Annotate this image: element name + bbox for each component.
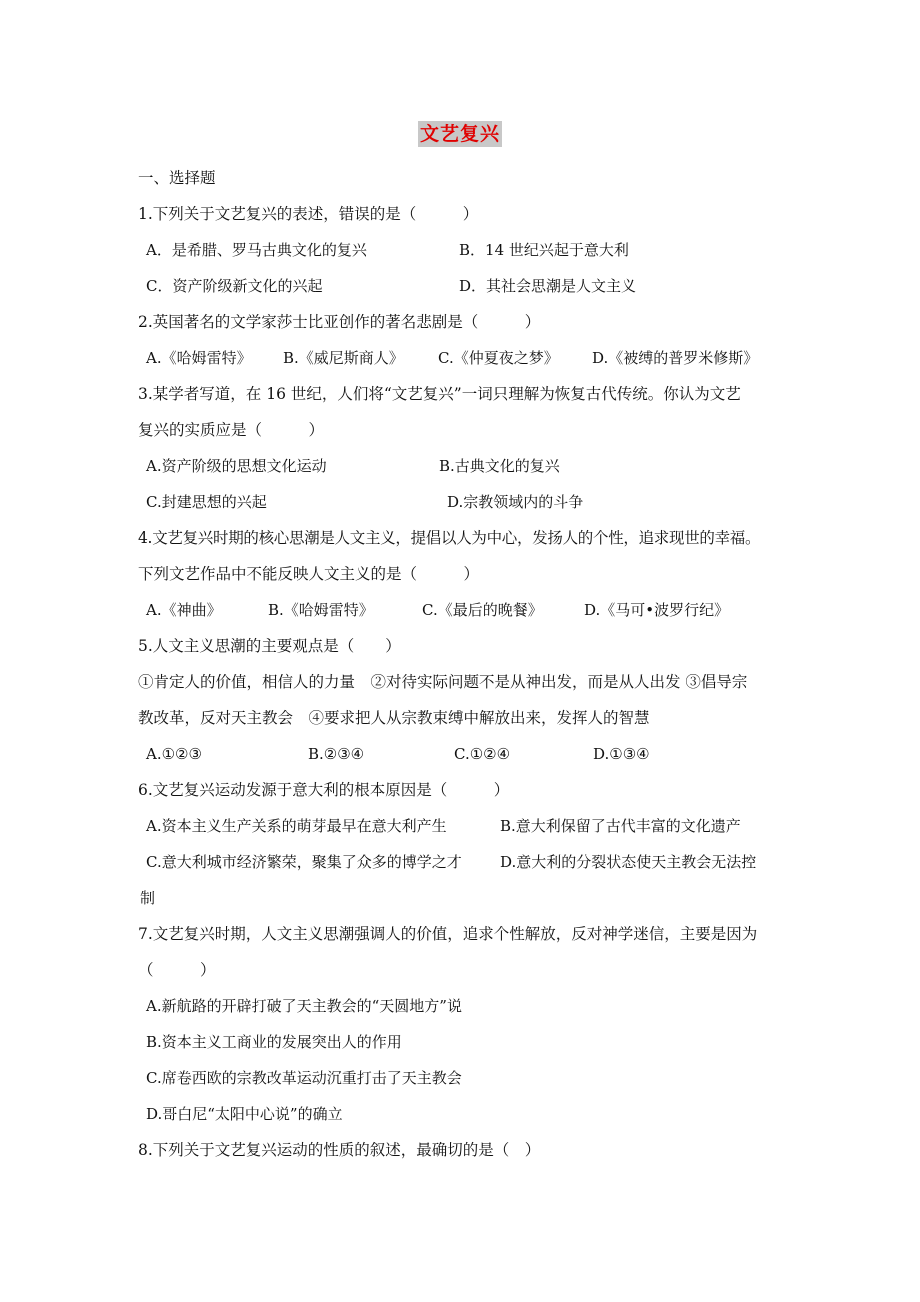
question-5-statements-line-2: 教改革，反对天主教会 ④要求把人从宗教束缚中解放出来，发挥人的智慧 [138,709,650,727]
question-6-option-b: B.意大利保留了古代丰富的文化遗产 [500,817,741,835]
question-2-option-c: C.《仲夏夜之梦》 [438,349,559,367]
question-6-option-c: C.意大利城市经济繁荣，聚集了众多的博学之才 [146,853,462,871]
question-4-option-b: B.《哈姆雷特》 [268,601,374,619]
question-2-option-a: A.《哈姆雷特》 [146,349,252,367]
question-7-stem-line-2: （ ） [138,961,216,979]
question-5-option-b: B.②③④ [308,745,365,763]
question-4-option-c: C.《最后的晚餐》 [422,601,543,619]
question-6-stem: 6.文艺复兴运动发源于意大利的根本原因是（ ） [138,781,510,799]
section-heading: 一、选择题 [138,169,216,187]
question-3-option-b: B.古典文化的复兴 [439,457,560,475]
question-1-stem: 1.下列关于文艺复兴的表述，错误的是（ ） [138,205,479,223]
question-5-statements-line-1: ①肯定人的价值，相信人的力量 ②对待实际问题不是从神出发，而是从人出发 ③倡导宗 [138,673,748,691]
question-6-option-a: A.资本主义生产关系的萌芽最早在意大利产生 [146,817,447,835]
question-4-option-a: A.《神曲》 [146,601,222,619]
question-2-option-b: B.《威尼斯商人》 [283,349,404,367]
question-1-option-c: C．资产阶级新文化的兴起 [146,277,323,295]
question-4-option-d: D.《马可•波罗行纪》 [584,601,730,619]
title-container [0,121,920,147]
question-3-option-c: C.封建思想的兴起 [146,493,267,511]
question-3-option-a: A.资产阶级的思想文化运动 [146,457,327,475]
question-5-option-a: A.①②③ [146,745,202,763]
question-6-option-d-line-1: D.意大利的分裂状态使天主教会无法控 [500,853,757,871]
question-1-option-b: B．14 世纪兴起于意大利 [459,241,629,259]
question-3-stem-line-1: 3.某学者写道，在 16 世纪，人们将“文艺复兴”一词只理解为恢复古代传统。你认为文艺 [138,385,741,403]
question-5-option-d: D.①③④ [593,745,650,763]
question-4-stem-line-2: 下列文艺作品中不能反映人文主义的是（ ） [138,565,480,583]
question-7-stem-line-1: 7.文艺复兴时期，人文主义思潮强调人的价值，追求个性解放，反对神学迷信，主要是因为 [138,925,758,943]
question-7-option-a: A.新航路的开辟打破了天主教会的“天圆地方”说 [146,997,462,1015]
question-7-option-c: C.席卷西欧的宗教改革运动沉重打击了天主教会 [146,1069,462,1087]
question-1-option-a: A．是希腊、罗马古典文化的复兴 [146,241,367,259]
question-1-option-d: D．其社会思潮是人文主义 [459,277,637,295]
page-title: 文艺复兴 [419,123,500,145]
question-2-option-d: D.《被缚的普罗米修斯》 [592,349,759,367]
question-3-option-d: D.宗教领域内的斗争 [447,493,584,511]
question-6-option-d-line-2: 制 [140,889,156,907]
question-2-stem: 2.英国著名的文学家莎士比亚创作的著名悲剧是（ ） [138,313,541,331]
question-5-option-c: C.①②④ [454,745,511,763]
question-7-option-d: D.哥白尼“太阳中心说”的确立 [146,1105,343,1123]
question-7-option-b: B.资本主义工商业的发展突出人的作用 [146,1033,402,1051]
question-8-stem: 8.下列关于文艺复兴运动的性质的叙述，最确切的是（ ） [138,1141,541,1159]
question-4-stem-line-1: 4.文艺复兴时期的核心思潮是人文主义，提倡以人为中心，发扬人的个性，追求现世的幸福。 [138,529,761,547]
question-3-stem-line-2: 复兴的实质应是（ ） [138,421,325,439]
question-5-stem: 5.人文主义思潮的主要观点是（ ） [138,637,401,655]
